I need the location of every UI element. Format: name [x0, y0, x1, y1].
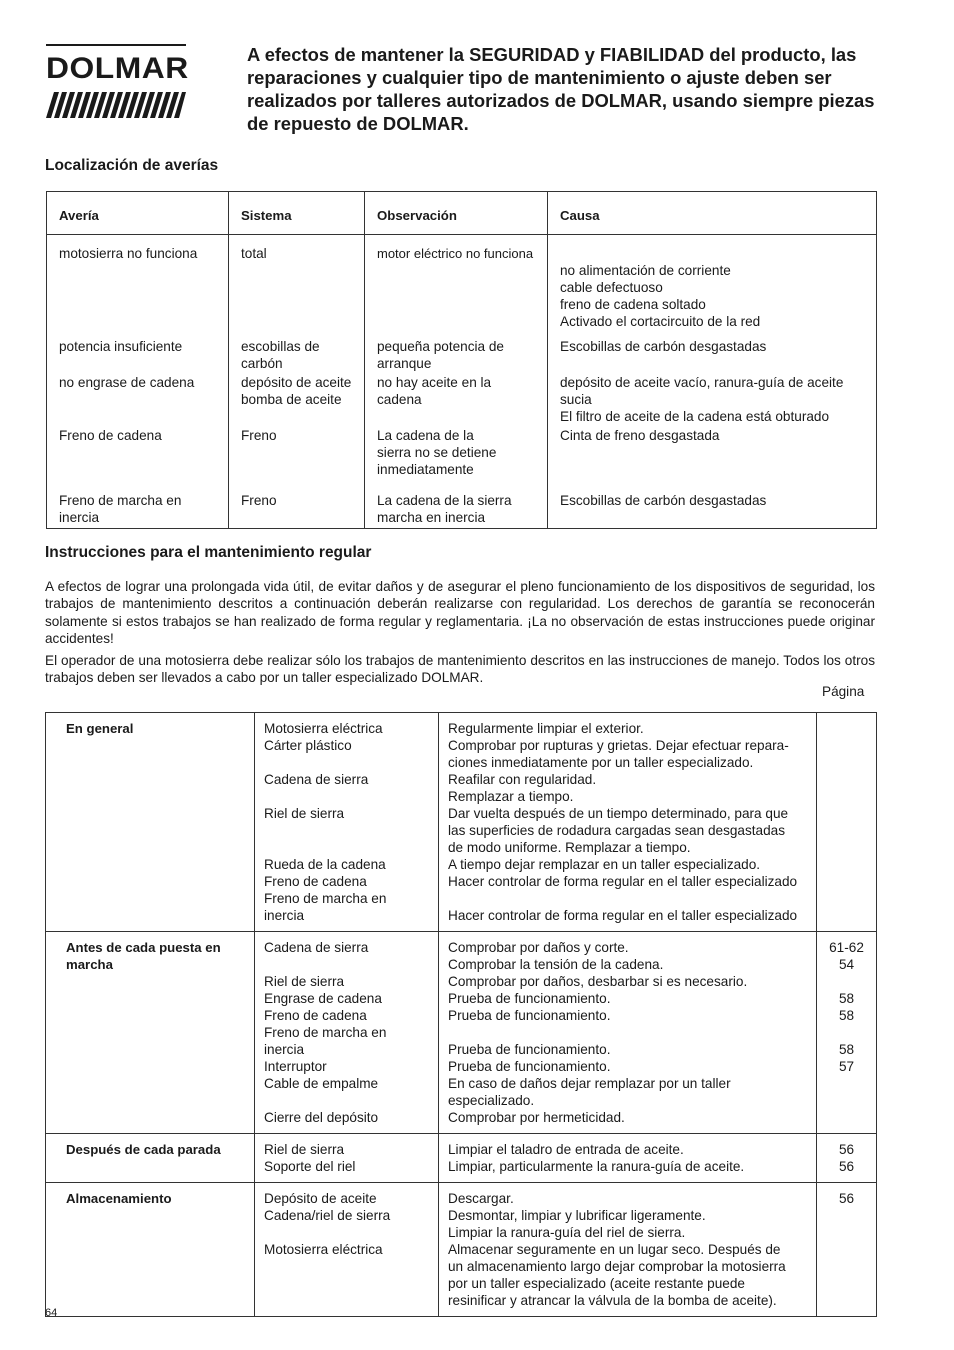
- cell-line: Descargar.: [448, 1191, 514, 1206]
- cell-line: depósito de aceite vacío, ranura-guía de aceite: [560, 375, 844, 390]
- cell-line: Freno: [241, 428, 277, 443]
- cell-line: Motosierra eléctrica: [264, 1242, 383, 1257]
- cell-line: arranque: [377, 356, 432, 371]
- cell-observacion: [365, 492, 548, 529]
- cell-line: cable defectuoso: [560, 280, 663, 295]
- cell-line: ciones inmediatamente por un taller especializado.: [448, 755, 754, 770]
- cell-line: Almacenar seguramente en un lugar seco. Después de: [448, 1242, 781, 1257]
- maintenance-intro-paragraph: A efectos de lograr una prolongada vida útil, de evitar daños y de asegurar el pleno funcionamiento de los dispositivos de seguridad, los trabajos de mantenimiento descritos a continuación deberán realizarse con regularidad. Los derechos de garantía se reconocerán solamente si estos trabajos se han realizado de forma regular y reglamentaria. ¡La no observación de estas instrucciones puede originar accidentes!: [45, 579, 875, 646]
- cell-sistema: [229, 427, 365, 492]
- maintenance-table: [45, 712, 877, 1317]
- cell-line: [264, 822, 430, 839]
- logo-rule: [46, 44, 186, 46]
- cell-line: Freno de marcha en: [59, 493, 182, 508]
- cell-sistema: [229, 235, 365, 339]
- cell-line: [264, 754, 430, 771]
- cell-line: Soporte del riel: [264, 1159, 356, 1174]
- troubleshooting-row: [47, 427, 877, 492]
- cell-line: Remplazar a tiempo.: [448, 789, 574, 804]
- cell-line: [448, 890, 808, 907]
- cell-category: [46, 1134, 255, 1183]
- cell-line: [264, 839, 430, 856]
- cell-line: Escobillas de carbón desgastadas: [560, 493, 767, 508]
- cell-line: motor eléctrico no funciona: [377, 246, 534, 261]
- cell-averia: [47, 338, 229, 374]
- cell-line: depósito de aceite: [241, 375, 352, 390]
- troubleshooting-row: [47, 492, 877, 529]
- cell-line: Interruptor: [264, 1059, 327, 1074]
- cell-line: especializado.: [448, 1093, 535, 1108]
- cell-line: las superficies de rodadura cargadas sean desgastadas: [448, 823, 786, 838]
- cell-line: Activado el cortacircuito de la red: [560, 314, 761, 329]
- cell-category: [46, 932, 255, 1134]
- cell-line: 56: [838, 1159, 855, 1174]
- cell-actions: [439, 1183, 817, 1317]
- cell-line: Freno de cadena: [264, 874, 367, 889]
- cell-line: Cable de empalme: [264, 1076, 379, 1091]
- cell-causa: [548, 492, 877, 529]
- maintenance-group-row: [46, 932, 877, 1134]
- cell-line: La cadena de la: [377, 428, 474, 443]
- troubleshooting-row: [47, 338, 877, 374]
- cell-line: [560, 245, 864, 262]
- cell-line: cadena: [377, 392, 422, 407]
- cell-line: potencia insuficiente: [59, 339, 183, 354]
- cell-sistema: [229, 374, 365, 427]
- cell-actions: [439, 932, 817, 1134]
- cell-line: inercia: [264, 1042, 305, 1057]
- cell-line: A tiempo dejar remplazar en un taller especializado.: [448, 857, 761, 872]
- cell-line: Comprobar la tensión de la cadena.: [448, 957, 664, 972]
- cell-line: Rueda de la cadena: [264, 857, 386, 872]
- cell-line: Riel de sierra: [264, 974, 345, 989]
- cell-line: inmediatamente: [377, 462, 474, 477]
- cell-line: Riel de sierra: [264, 806, 345, 821]
- cell-line: Cárter plástico: [264, 738, 352, 753]
- cell-parts: [255, 1183, 439, 1317]
- cell-category: [46, 1183, 255, 1317]
- cell-line: de modo uniforme. Remplazar a tiempo.: [448, 840, 691, 855]
- cell-line: total: [241, 246, 267, 261]
- page-column-label: Página: [822, 684, 865, 699]
- cell-line: 56: [838, 1142, 855, 1157]
- maintenance-group-row: [46, 1134, 877, 1183]
- cell-line: marcha: [66, 957, 113, 972]
- cell-line: Comprobar por daños, desbarbar si es necesario.: [448, 974, 748, 989]
- cell-line: Freno de cadena: [59, 428, 162, 443]
- logo-stripes: [46, 92, 186, 118]
- cell-line: 58: [838, 1008, 855, 1023]
- cell-line: Motosierra eléctrica: [264, 721, 383, 736]
- cell-line: Freno de marcha en: [264, 891, 387, 906]
- cell-pages: [817, 1134, 877, 1183]
- cell-line: Cinta de freno desgastada: [560, 428, 720, 443]
- cell-parts: [255, 1134, 439, 1183]
- cell-line: Freno: [241, 493, 277, 508]
- cell-line: Engrase de cadena: [264, 991, 382, 1006]
- cell-line: [264, 1092, 430, 1109]
- cell-actions: [439, 1134, 817, 1183]
- maintenance-group-row: [46, 1183, 877, 1317]
- cell-line: Hacer controlar de forma regular en el taller especializado: [448, 908, 798, 923]
- page-number: 64: [45, 1307, 58, 1319]
- cell-line: [264, 956, 430, 973]
- cell-line: Prueba de funcionamiento.: [448, 1059, 611, 1074]
- cell-line: Limpiar el taladro de entrada de aceite.: [448, 1142, 684, 1157]
- column-header-causa: Causa: [548, 192, 877, 235]
- cell-line: resinificar y atrancar la válvula de la bomba de aceite).: [448, 1293, 777, 1308]
- cell-line: Cadena/riel de sierra: [264, 1208, 391, 1223]
- cell-line: bomba de aceite: [241, 392, 342, 407]
- cell-line: sierra no se detiene: [377, 445, 497, 460]
- cell-line: Hacer controlar de forma regular en el taller especializado: [448, 874, 798, 889]
- cell-line: Limpiar la ranura-guía del riel de sierra.: [448, 1225, 686, 1240]
- cell-line: freno de cadena soltado: [560, 297, 706, 312]
- cell-parts: [255, 932, 439, 1134]
- cell-line: El filtro de aceite de la cadena está obturado: [560, 409, 830, 424]
- cell-line: Cierre del depósito: [264, 1110, 379, 1125]
- maintenance-rows: [46, 713, 877, 1317]
- cell-observacion: [365, 374, 548, 427]
- cell-parts: [255, 713, 439, 932]
- cell-line: pequeña potencia de: [377, 339, 504, 354]
- cell-line: marcha en inercia: [377, 510, 486, 525]
- cell-averia: [47, 492, 229, 529]
- cell-averia: [47, 374, 229, 427]
- cell-line: Reafilar con regularidad.: [448, 772, 597, 787]
- cell-line: La cadena de la sierra: [377, 493, 512, 508]
- troubleshooting-table: [46, 191, 877, 529]
- cell-line: Freno de cadena: [264, 1008, 367, 1023]
- cell-line: 61-62: [829, 940, 864, 955]
- cell-line: escobillas de: [241, 339, 320, 354]
- cell-sistema: [229, 338, 365, 374]
- cell-line: Cadena de sierra: [264, 772, 369, 787]
- cell-line: Dar vuelta después de un tiempo determinado, para que: [448, 806, 789, 821]
- cell-actions: [439, 713, 817, 932]
- cell-causa: [548, 338, 877, 374]
- cell-line: motosierra no funciona: [59, 246, 198, 261]
- cell-observacion: [365, 338, 548, 374]
- cell-sistema: [229, 492, 365, 529]
- cell-causa: [548, 235, 877, 339]
- cell-line: un almacenamiento largo dejar comprobar la motosierra: [448, 1259, 786, 1274]
- cell-averia: [47, 235, 229, 339]
- maintenance-group-row: [46, 713, 877, 932]
- column-header-observacion: Observación: [365, 192, 548, 235]
- cell-causa: [548, 427, 877, 492]
- cell-line: [819, 973, 874, 990]
- troubleshooting-header-row: [47, 192, 877, 235]
- maintenance-heading: Instrucciones para el mantenimiento regular: [45, 544, 372, 561]
- cell-line: Escobillas de carbón desgastadas: [560, 339, 767, 354]
- cell-averia: [47, 427, 229, 492]
- maintenance-operator-paragraph: El operador de una motosierra debe realizar sólo los trabajos de mantenimiento descritos en las instrucciones de manejo. Todos los otros trabajos deben ser llevados a cabo por un taller especializado DOLMAR.: [45, 653, 875, 686]
- dolmar-logo: [46, 44, 189, 118]
- logo-wordmark: DOLMAR: [46, 52, 189, 85]
- cell-line: Almacenamiento: [66, 1191, 172, 1206]
- cell-line: [264, 1224, 430, 1241]
- cell-line: Prueba de funcionamiento.: [448, 991, 611, 1006]
- cell-pages: [817, 932, 877, 1134]
- cell-line: Limpiar, particularmente la ranura-guía de aceite.: [448, 1159, 745, 1174]
- cell-line: por un taller especializado (aceite restante puede: [448, 1276, 745, 1291]
- cell-line: Freno de marcha en: [264, 1025, 387, 1040]
- cell-line: 54: [838, 957, 855, 972]
- cell-line: sucia: [560, 392, 592, 407]
- cell-line: inercia: [59, 510, 100, 525]
- column-header-averia: Avería: [47, 192, 229, 235]
- cell-line: Antes de cada puesta en: [66, 940, 221, 955]
- cell-line: 57: [838, 1059, 855, 1074]
- cell-line: carbón: [241, 356, 283, 371]
- cell-line: Prueba de funcionamiento.: [448, 1042, 611, 1057]
- cell-line: Después de cada parada: [66, 1142, 221, 1157]
- troubleshooting-rows: [47, 235, 877, 529]
- cell-pages: [817, 1183, 877, 1317]
- troubleshooting-row: [47, 235, 877, 339]
- troubleshooting-heading: Localización de averías: [45, 157, 219, 174]
- cell-line: [448, 1024, 808, 1041]
- cell-line: En caso de daños dejar remplazar por un taller: [448, 1076, 731, 1091]
- troubleshooting-row: [47, 374, 877, 427]
- cell-line: Desmontar, limpiar y lubrificar ligeramente.: [448, 1208, 706, 1223]
- cell-line: 58: [838, 991, 855, 1006]
- cell-line: 56: [838, 1191, 855, 1206]
- cell-line: En general: [66, 721, 134, 736]
- cell-line: Comprobar por rupturas y grietas. Dejar efectuar repara-: [448, 738, 789, 753]
- cell-line: [264, 788, 430, 805]
- cell-category: [46, 713, 255, 932]
- cell-observacion: [365, 427, 548, 492]
- cell-line: Riel de sierra: [264, 1142, 345, 1157]
- safety-headline: A efectos de mantener la SEGURIDAD y FIABILIDAD del producto, las reparaciones y cualquier tipo de mantenimiento o ajuste deben ser realizados por talleres autorizados de DOLMAR, usando siempre piezas de repuesto de DOLMAR.: [247, 44, 875, 134]
- cell-line: [819, 1024, 874, 1041]
- cell-causa: [548, 374, 877, 427]
- cell-line: no hay aceite en la: [377, 375, 492, 390]
- cell-line: Prueba de funcionamiento.: [448, 1008, 611, 1023]
- cell-pages: [817, 713, 877, 932]
- cell-line: Comprobar por hermeticidad.: [448, 1110, 625, 1125]
- cell-line: 58: [838, 1042, 855, 1057]
- column-header-sistema: Sistema: [229, 192, 365, 235]
- cell-line: Depósito de aceite: [264, 1191, 377, 1206]
- cell-line: no alimentación de corriente: [560, 263, 731, 278]
- cell-observacion: [365, 235, 548, 339]
- cell-line: Cadena de sierra: [264, 940, 369, 955]
- cell-line: inercia: [264, 908, 305, 923]
- cell-line: no engrase de cadena: [59, 375, 195, 390]
- cell-line: Comprobar por daños y corte.: [448, 940, 629, 955]
- cell-line: Regularmente limpiar el exterior.: [448, 721, 644, 736]
